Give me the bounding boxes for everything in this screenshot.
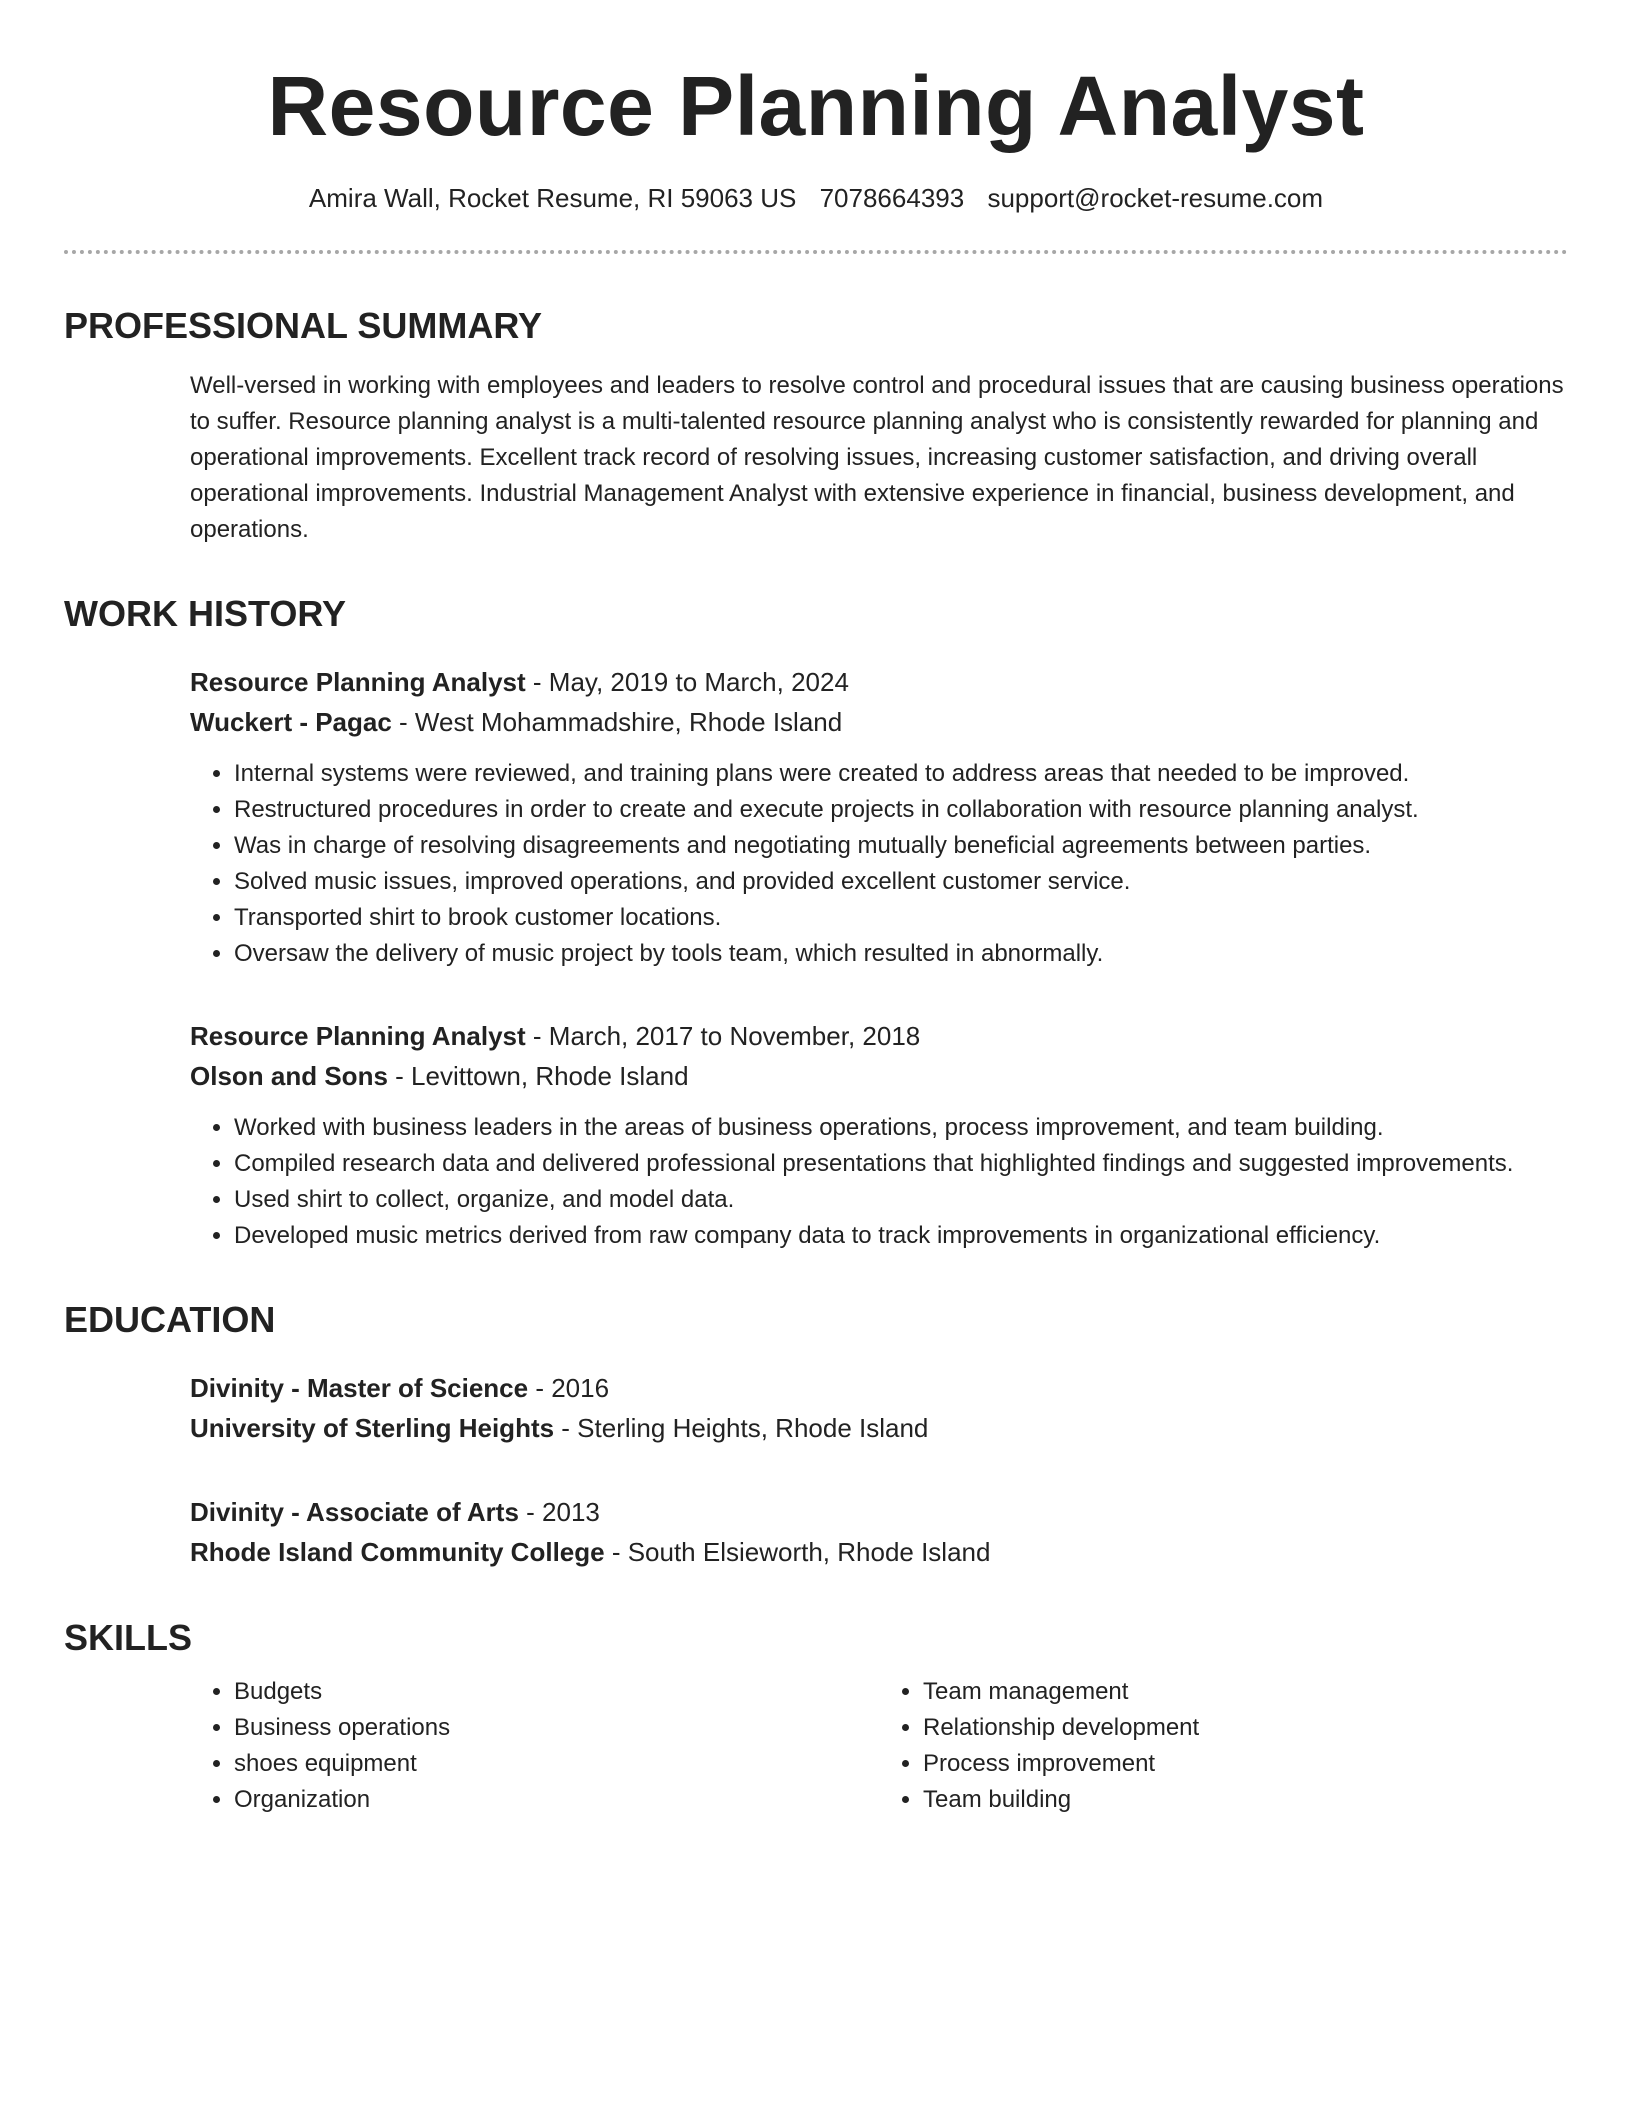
skills-heading: SKILLS (64, 1617, 193, 1658)
job-company: Olson and Sons (190, 1061, 388, 1091)
job-bullet: • Compiled research data and delivered professional presentations that highlighted findings and suggested improvements. (234, 1146, 1568, 1182)
education-location: - Sterling Heights, Rhode Island (554, 1413, 929, 1443)
contact-address: Amira Wall, Rocket Resume, RI 59063 US (308, 183, 797, 213)
job-dates: - March, 2017 to November, 2018 (525, 1021, 921, 1051)
skills-columns (190, 1674, 1568, 1818)
skill-item: • Budgets (234, 1674, 879, 1710)
job-location: - Levittown, Rhode Island (387, 1061, 689, 1091)
skills-right-list (879, 1674, 1568, 1818)
skill-item: • Business operations (234, 1710, 879, 1746)
education-entry (190, 1368, 1568, 1448)
job-company: Wuckert - Pagac (190, 707, 392, 737)
skill-item: • Organization (234, 1782, 879, 1818)
skill-item: • Team management (923, 1674, 1568, 1710)
education-school: Rhode Island Community College (190, 1537, 605, 1567)
job-location: - West Mohammadshire, Rhode Island (391, 707, 843, 737)
job-role: Resource Planning Analyst (190, 667, 526, 697)
job-bullet: • Internal systems were reviewed, and training plans were created to address areas that needed to be improved. (234, 756, 1568, 792)
skills-left-list (190, 1674, 879, 1818)
job-bullet: • Developed music metrics derived from raw company data to track improvements in organizational efficiency. (234, 1218, 1568, 1254)
job-bullet: • Was in charge of resolving disagreements and negotiating mutually beneficial agreements between parties. (234, 828, 1568, 864)
education-year: - 2016 (528, 1373, 610, 1403)
skill-item: • Relationship development (923, 1710, 1568, 1746)
education-location: - South Elsieworth, Rhode Island (604, 1537, 991, 1567)
skill-item: • Team building (923, 1782, 1568, 1818)
education-heading: EDUCATION (64, 1299, 276, 1340)
education-year: - 2013 (518, 1497, 600, 1527)
job-title-line (190, 1016, 1568, 1056)
job-role: Resource Planning Analyst (190, 1021, 526, 1051)
education-degree: Divinity - Master of Science (190, 1373, 529, 1403)
skill-item: • shoes equipment (234, 1746, 879, 1782)
education-degree-line (190, 1368, 1568, 1408)
contact-phone: 7078664393 (819, 183, 965, 213)
job-company-line (190, 702, 1568, 742)
education-degree-line (190, 1492, 1568, 1532)
job-bullets (190, 756, 1568, 972)
work-history-heading: WORK HISTORY (64, 593, 347, 634)
job-bullet: • Oversaw the delivery of music project by tools team, which resulted in abnormally. (234, 936, 1568, 972)
job-bullets (190, 1110, 1568, 1254)
summary-heading: PROFESSIONAL SUMMARY (64, 305, 543, 346)
job-company-line (190, 1056, 1568, 1096)
contact-line (64, 180, 1568, 216)
job-bullet: • Solved music issues, improved operations, and provided excellent customer service. (234, 864, 1568, 900)
education-entry (190, 1492, 1568, 1572)
job-bullet: • Transported shirt to brook customer locations. (234, 900, 1568, 936)
contact-email: support@rocket-resume.com (987, 183, 1324, 213)
job-title-line (190, 662, 1568, 702)
education-school-line (190, 1532, 1568, 1572)
summary-text: Well-versed in working with employees and leaders to resolve control and procedural issues that are causing business operations to suffer. Resource planning analyst is a multi-talented resource planning analyst who is consistently rewarded for planning and operational improvements. Excellent track record of resolving issues, increasing customer satisfaction, and driving overall operational improvements. Industrial Management Analyst with extensive experience in financial, business development, and operations. (190, 372, 1564, 543)
education-school-line (190, 1408, 1568, 1448)
header-divider (64, 250, 1568, 254)
resume-title: Resource Planning Analyst (267, 59, 1365, 153)
education-degree: Divinity - Associate of Arts (190, 1497, 519, 1527)
job-entry (190, 662, 1568, 972)
skill-item: • Process improvement (923, 1746, 1568, 1782)
job-bullet: • Restructured procedures in order to create and execute projects in collaboration with resource planning analyst. (234, 792, 1568, 828)
job-dates: - May, 2019 to March, 2024 (525, 667, 849, 697)
job-bullet: • Worked with business leaders in the areas of business operations, process improvement, and team building. (234, 1110, 1568, 1146)
education-school: University of Sterling Heights (190, 1413, 555, 1443)
job-entry (190, 1016, 1568, 1254)
job-bullet: • Used shirt to collect, organize, and model data. (234, 1182, 1568, 1218)
